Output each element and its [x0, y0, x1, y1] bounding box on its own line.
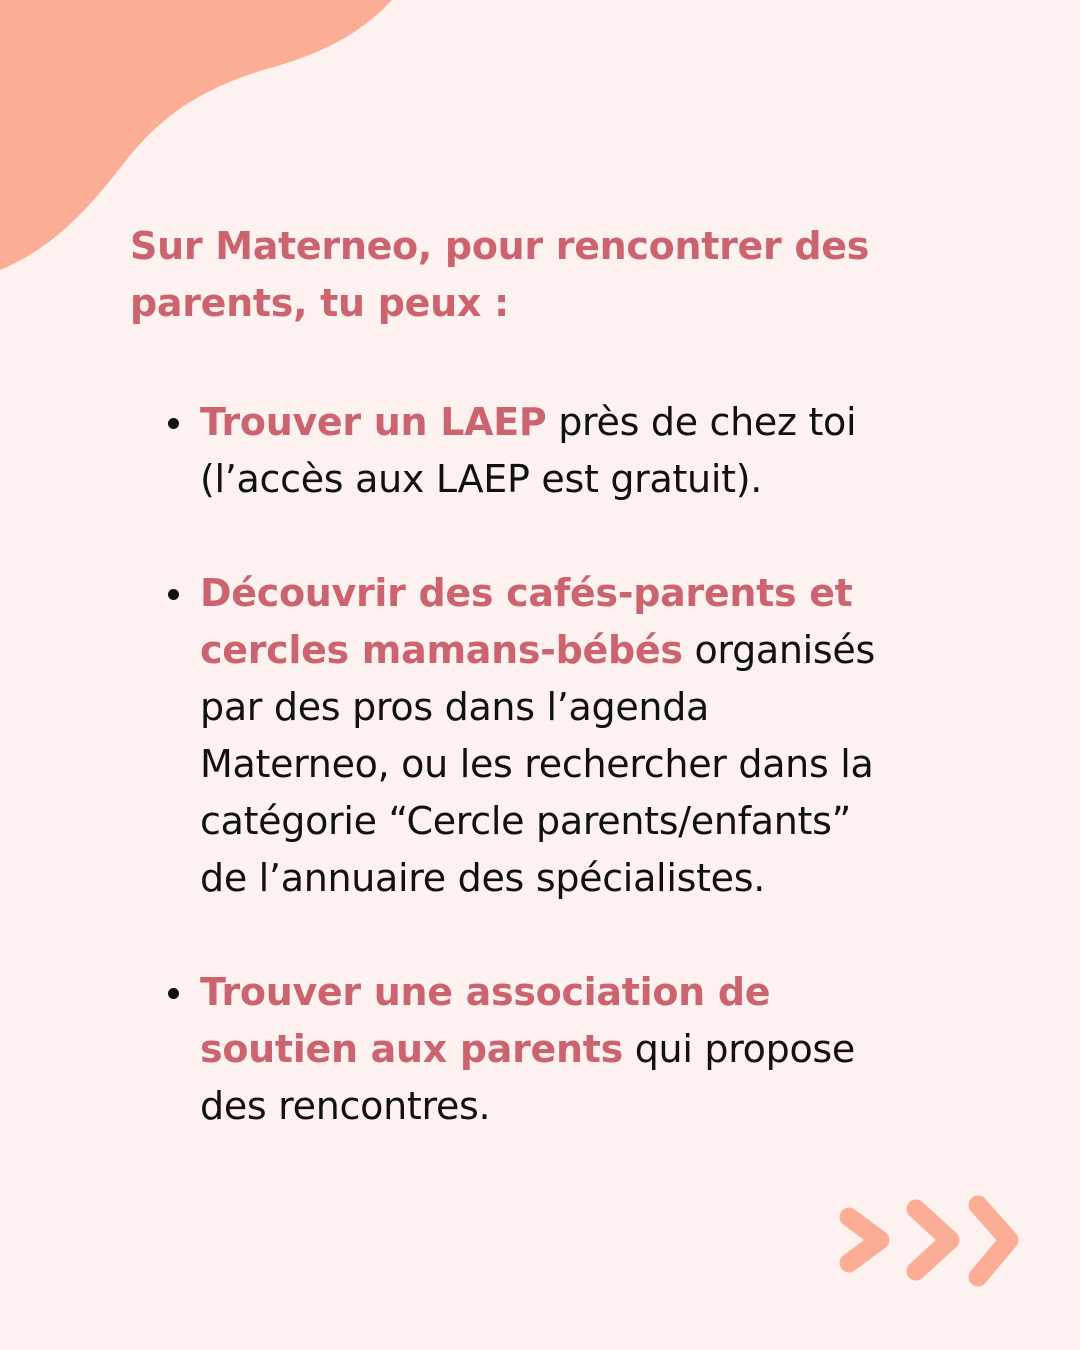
laep-highlight: Trouver un LAEP: [200, 400, 547, 444]
chevron-right-icon: [849, 1217, 880, 1263]
laep-text-2: (l’accès aux LAEP est gratuit).: [200, 457, 762, 501]
list-item-cafes-parents: [130, 565, 950, 907]
bullet-dot-icon: [168, 988, 179, 999]
main-content: [130, 218, 950, 1135]
list-item-association: [130, 964, 950, 1135]
options-list: [130, 394, 950, 1135]
page-title: [130, 218, 950, 332]
bullet-dot-icon: [168, 589, 179, 600]
cafes-text-6: de l’annuaire des spécialistes.: [200, 856, 766, 900]
cafes-text-2: organisés: [682, 628, 876, 672]
cafes-highlight-1: Découvrir des cafés-parents et: [200, 571, 853, 615]
chevron-right-icon: [978, 1205, 1009, 1277]
cafes-highlight-2: cercles mamans-bébés: [200, 628, 683, 672]
association-highlight-2: soutien aux parents: [200, 1027, 623, 1071]
list-item-laep: [130, 394, 950, 508]
association-text-3: des rencontres.: [200, 1084, 491, 1128]
title-line-2: parents, tu peux :: [130, 281, 509, 325]
title-line-1: Sur Materneo, pour rencontrer des: [130, 224, 870, 268]
laep-text-1: près de chez toi: [546, 400, 857, 444]
bullet-dot-icon: [168, 418, 179, 429]
triple-chevron-right-icon[interactable]: [832, 1192, 1027, 1292]
chevron-right-icon: [916, 1209, 950, 1271]
cafes-text-3: par des pros dans l’agenda: [200, 685, 710, 729]
cafes-text-4: Materneo, ou les rechercher dans la: [200, 742, 874, 786]
cafes-text-5: catégorie “Cercle parents/enfants”: [200, 799, 851, 843]
association-text-2: qui propose: [622, 1027, 855, 1071]
association-highlight-1: Trouver une association de: [200, 970, 771, 1014]
